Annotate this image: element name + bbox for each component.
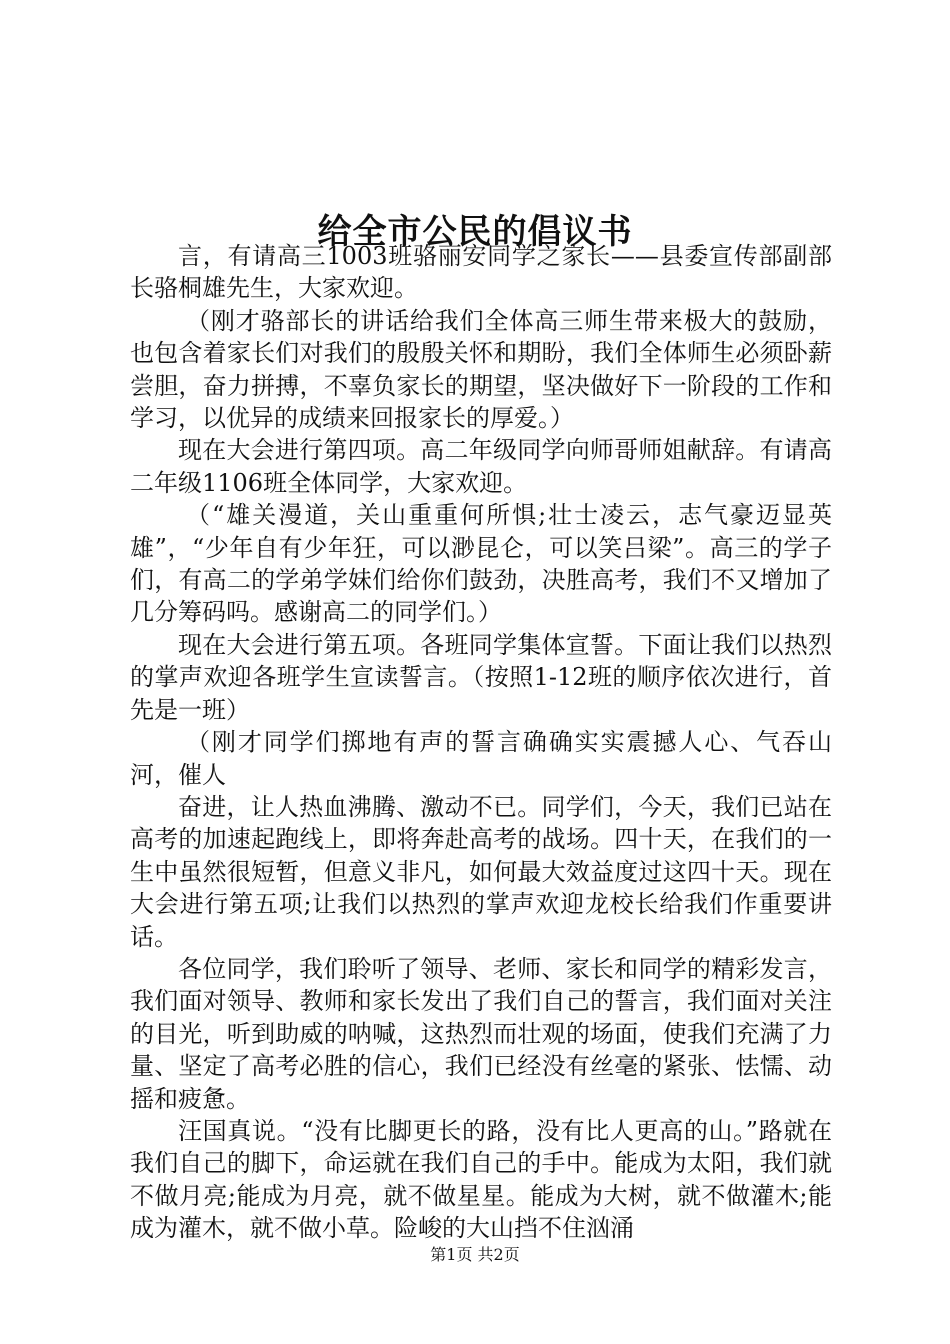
paragraph: 汪国真说。“没有比脚更长的路，没有比人更高的山。”路就在我们自己的脚下，命运就在我们自己的手中。能成为太阳，我们就不做月亮;能成为月亮，就不做星星。能成为大树，就不做灌木;能成为灌木，就不做小草。险峻的大山挡不住汹涌 bbox=[130, 1116, 832, 1243]
page-number-footer: 第1页 共2页 bbox=[430, 1245, 520, 1264]
paragraph: （刚才骆部长的讲话给我们全体高三师生带来极大的鼓励，也包含着家长们对我们的殷殷关怀和期盼，我们全体师生必须卧薪尝胆，奋力拼搏，不辜负家长的期望，坚决做好下一阶段的工作和学习，以优异的成绩来回报家长的厚爱。） bbox=[130, 306, 832, 433]
paragraph: 现在大会进行第五项。各班同学集体宣誓。下面让我们以热烈的掌声欢迎各班学生宣读誓言。（按照1-12班的顺序依次进行，首先是一班） bbox=[130, 630, 832, 724]
paragraph: 各位同学，我们聆听了领导、老师、家长和同学的精彩发言，我们面对领导、教师和家长发出了我们自己的誓言，我们面对关注的目光，听到助威的呐喊，这热烈而壮观的场面，使我们充满了力量、坚定了高考必胜的信心，我们已经没有丝毫的紧张、怯懦、动摇和疲惫。 bbox=[130, 954, 832, 1113]
paragraph: 奋进，让人热血沸腾、激动不已。同学们，今天，我们已站在高考的加速起跑线上，即将奔赴高考的战场。四十天，在我们的一生中虽然很短暂，但意义非凡，如何最大效益度过这四十天。现在大会进行第五项;让我们以热烈的掌声欢迎龙校长给我们作重要讲话。 bbox=[130, 792, 832, 951]
paragraph: （“雄关漫道，关山重重何所惧;壮士凌云，志气豪迈显英雄”，“少年自有少年狂，可以渺昆仑，可以笑吕梁”。高三的学子们，有高二的学弟学妹们给你们鼓劲，决胜高考，我们不又增加了几分筹码吗。感谢高二的同学们。） bbox=[130, 501, 832, 627]
paragraph: 言，有请高三1003班骆丽安同学之家长——县委宣传部副部长骆桐雄先生，大家欢迎。 bbox=[130, 242, 832, 303]
paragraph: 现在大会进行第四项。高二年级同学向师哥师姐献辞。有请高二年级1106班全体同学，大家欢迎。 bbox=[130, 436, 832, 497]
paragraph: （刚才同学们掷地有声的誓言确确实实震撼人心、气吞山河，催人 bbox=[130, 728, 832, 789]
document-body bbox=[130, 240, 832, 1245]
document-title: 给全市公民的倡议书 bbox=[317, 211, 633, 252]
